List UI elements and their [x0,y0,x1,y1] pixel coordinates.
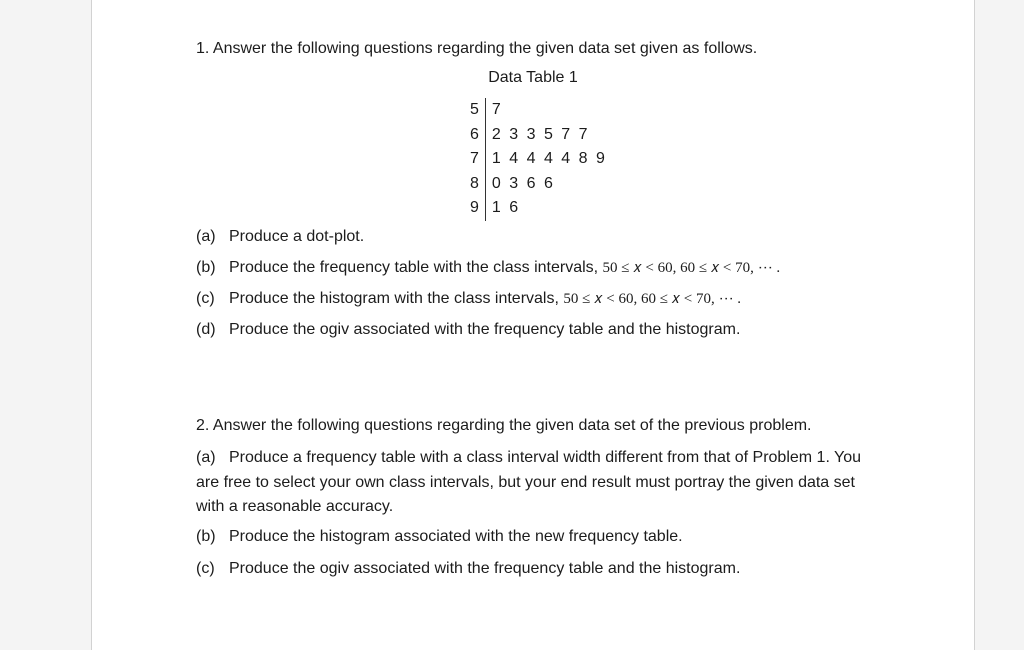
stem-leaf-row [470,123,607,148]
problem-2-intro: 2. Answer the following questions regarding the given data set of the previous problem. [196,417,812,434]
document-page [91,0,975,650]
stem-leaf-plot [470,98,607,221]
leaves: 1 4 4 4 4 8 9 [491,150,607,168]
stem-leaf-row [470,98,607,123]
stem-leaf-row [470,147,607,172]
class-interval-math: 50 ≤ 𝑥 < 60, 60 ≤ 𝑥 < 70, ⋯ . [563,291,741,307]
part-text: Produce the histogram with the class intervals, [229,290,559,307]
stem: 5 [470,98,485,123]
problem-1-intro: 1. Answer the following questions regarding the given data set given as follows. [196,40,758,57]
stem-leaf-row [470,196,607,221]
part-label: (a) [196,449,216,466]
part-label: (a) [196,228,216,245]
part-text: Produce a dot-plot. [229,228,365,245]
stem: 9 [470,196,485,221]
problem-1-part-d [196,320,740,340]
part-text: Produce the ogiv associated with the frequency table and the histogram. [229,321,741,338]
leaves: 0 3 6 6 [491,174,555,192]
part-label: (b) [196,528,216,545]
part-label: (b) [196,259,216,276]
part-label: (d) [196,321,216,338]
part-label: (c) [196,290,215,307]
data-table-caption: Data Table 1 [488,69,578,86]
part-text: Produce the ogiv associated with the frequency table and the histogram. [229,560,741,577]
class-interval-math: 50 ≤ 𝑥 < 60, 60 ≤ 𝑥 < 70, ⋯ . [602,260,781,276]
part-text: Produce the histogram associated with the new frequency table. [229,528,683,545]
leaves: 7 [491,101,503,118]
part-text: Produce the frequency table with the class intervals, [229,259,599,276]
part-text: Produce a frequency table with a class interval width different from that of Problem 1. You are free to select your own class intervals, but your end result must portray the given data set with a reasonable accuracy. [196,449,862,515]
problem-2-part-c [196,559,740,579]
part-label: (c) [196,560,215,577]
problem-2-part-b [196,527,683,547]
problem-1-part-b [196,258,780,278]
problem-1-part-a [196,227,364,247]
problem-1-part-c [196,289,741,309]
leaves: 2 3 3 5 7 7 [491,125,590,143]
leaves: 1 6 [491,199,521,217]
problem-2-part-a [196,446,886,520]
stem-leaf-row [470,172,607,197]
stem: 8 [470,172,485,197]
stem: 7 [470,147,485,172]
stem: 6 [470,123,485,148]
